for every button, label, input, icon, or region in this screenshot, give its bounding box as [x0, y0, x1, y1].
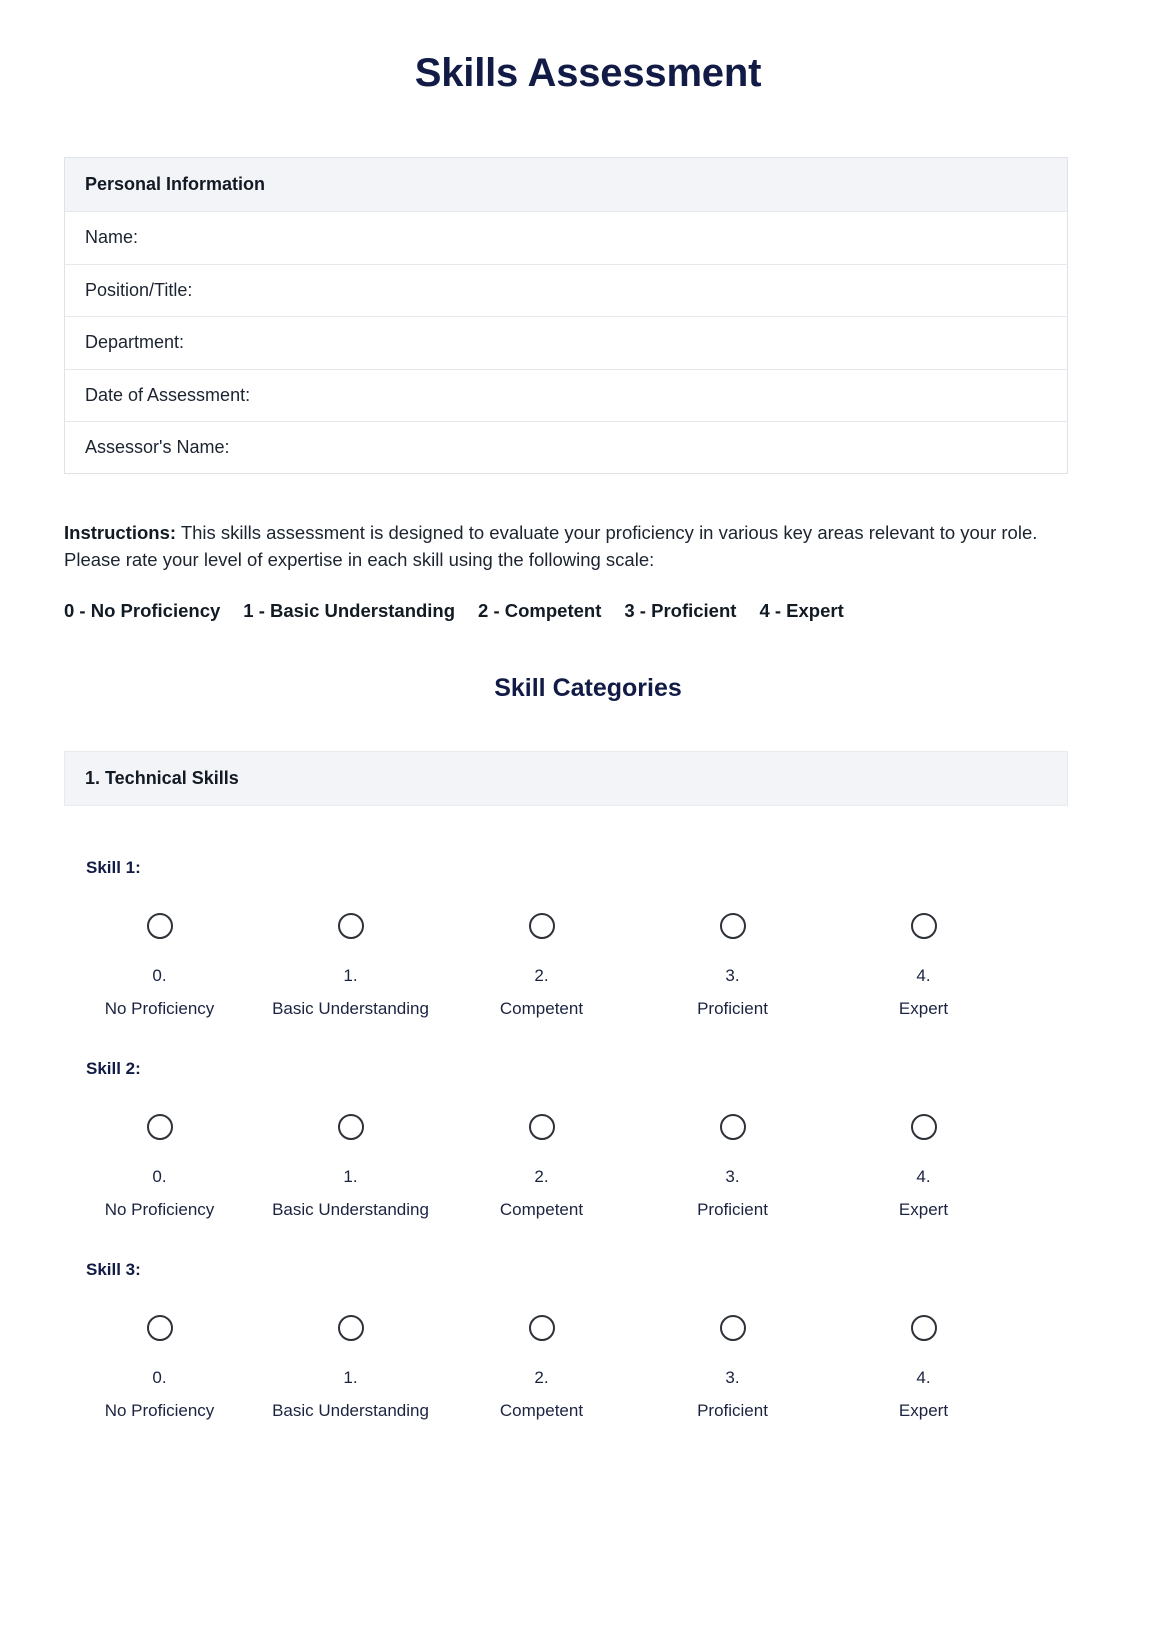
radio-button-icon[interactable]: [529, 1315, 555, 1341]
scale-item: 2 - Competent: [478, 600, 602, 622]
skill-block: [64, 1260, 1112, 1427]
rating-option-label: Proficient: [697, 999, 768, 1019]
radio-button-icon[interactable]: [529, 1114, 555, 1140]
skill-categories-root: [0, 751, 1176, 1427]
radio-button-icon[interactable]: [338, 1315, 364, 1341]
personal-info-field-label[interactable]: Name:: [65, 212, 1068, 264]
rating-option[interactable]: [446, 1114, 637, 1227]
scale-item: 1 - Basic Understanding: [243, 600, 456, 622]
personal-information-header: Personal Information: [65, 158, 1068, 212]
rating-option-label: Basic Understanding: [272, 999, 429, 1019]
rating-option-label: No Proficiency: [104, 999, 215, 1019]
rating-option-number: 0.: [152, 1367, 167, 1387]
rating-option-number: 3.: [725, 1166, 740, 1186]
personal-information-table: [64, 157, 1068, 474]
radio-button-icon[interactable]: [911, 913, 937, 939]
rating-option-number: 1.: [343, 965, 358, 985]
instructions-body: This skills assessment is designed to evaluate your proficiency in various key areas relevant to your role. Please rate your level of expertise in each skill using the following scale:: [64, 522, 1038, 571]
rating-option-number: 4.: [916, 965, 931, 985]
instructions-lead: Instructions:: [64, 522, 177, 544]
rating-option-label: Expert: [898, 1400, 949, 1420]
radio-button-icon[interactable]: [720, 913, 746, 939]
rating-option[interactable]: [637, 913, 828, 1026]
rating-option-label: Basic Understanding: [272, 1199, 429, 1219]
table-body: [65, 212, 1068, 474]
rating-option-label: No Proficiency: [104, 1199, 215, 1219]
rating-option[interactable]: [64, 913, 255, 1026]
rating-options-row: [64, 1315, 1019, 1428]
scale-item: 0 - No Proficiency: [64, 600, 221, 622]
rating-option-number: 2.: [534, 965, 549, 985]
scale-item: 4 - Expert: [759, 600, 844, 622]
rating-option-number: 0.: [152, 965, 167, 985]
rating-option[interactable]: [64, 1114, 255, 1227]
radio-button-icon[interactable]: [720, 1315, 746, 1341]
rating-option-number: 0.: [152, 1166, 167, 1186]
skills-list: [64, 858, 1112, 1427]
skill-categories-heading: Skill Categories: [494, 674, 682, 703]
personal-info-field-label[interactable]: Position/Title:: [65, 264, 1068, 316]
radio-button-icon[interactable]: [147, 1315, 173, 1341]
rating-option-number: 2.: [534, 1166, 549, 1186]
rating-option[interactable]: [828, 1315, 1019, 1428]
radio-button-icon[interactable]: [147, 913, 173, 939]
rating-option-number: 3.: [725, 965, 740, 985]
rating-option[interactable]: [255, 1315, 446, 1428]
rating-option-label: Competent: [499, 1199, 584, 1219]
rating-option-number: 1.: [343, 1166, 358, 1186]
rating-option[interactable]: [255, 1114, 446, 1227]
rating-option-label: Expert: [898, 999, 949, 1019]
skill-label: Skill 3:: [86, 1260, 141, 1280]
skill-category-header: 1. Technical Skills: [64, 751, 1068, 806]
table-head: [65, 158, 1068, 212]
table-row: [65, 369, 1068, 421]
rating-option-label: Competent: [499, 1400, 584, 1420]
rating-option-label: Competent: [499, 999, 584, 1019]
scale-item: 3 - Proficient: [624, 600, 737, 622]
rating-option[interactable]: [637, 1114, 828, 1227]
rating-option[interactable]: [446, 913, 637, 1026]
table-header-row: [65, 158, 1068, 212]
rating-option-label: Expert: [898, 1199, 949, 1219]
rating-scale-legend: [64, 599, 1112, 623]
personal-info-field-label[interactable]: Date of Assessment:: [65, 369, 1068, 421]
rating-option[interactable]: [255, 913, 446, 1026]
rating-option-number: 4.: [916, 1166, 931, 1186]
rating-option-number: 3.: [725, 1367, 740, 1387]
radio-button-icon[interactable]: [911, 1315, 937, 1341]
rating-option[interactable]: [446, 1315, 637, 1428]
personal-info-field-label[interactable]: Assessor's Name:: [85, 436, 230, 457]
table-row: [65, 421, 1068, 473]
table-row: [65, 317, 1068, 369]
table-row: [65, 264, 1068, 316]
radio-button-icon[interactable]: [911, 1114, 937, 1140]
skill-block: [64, 858, 1112, 1025]
rating-options-row: [64, 1114, 1019, 1227]
rating-option-number: 2.: [534, 1367, 549, 1387]
personal-info-field-label[interactable]: Department:: [65, 317, 1068, 369]
skill-block: [64, 1059, 1112, 1226]
rating-option[interactable]: [828, 1114, 1019, 1227]
skill-label: Skill 2:: [86, 1059, 141, 1079]
skill-label: Skill 1:: [86, 858, 141, 878]
rating-option-number: 4.: [916, 1367, 931, 1387]
radio-button-icon[interactable]: [720, 1114, 746, 1140]
radio-button-icon[interactable]: [529, 913, 555, 939]
rating-option-label: Basic Understanding: [272, 1400, 429, 1420]
rating-options-row: [64, 913, 1019, 1026]
rating-option[interactable]: [828, 913, 1019, 1026]
rating-option[interactable]: [637, 1315, 828, 1428]
radio-button-icon[interactable]: [338, 913, 364, 939]
page-title: Skills Assessment: [414, 51, 762, 95]
instructions-paragraph: [64, 519, 1071, 573]
radio-button-icon[interactable]: [147, 1114, 173, 1140]
rating-option[interactable]: [64, 1315, 255, 1428]
rating-option-label: Proficient: [697, 1400, 768, 1420]
rating-option-label: No Proficiency: [104, 1400, 215, 1420]
radio-button-icon[interactable]: [338, 1114, 364, 1140]
rating-option-label: Proficient: [697, 1199, 768, 1219]
table-row: [65, 212, 1068, 264]
rating-option-number: 1.: [343, 1367, 358, 1387]
